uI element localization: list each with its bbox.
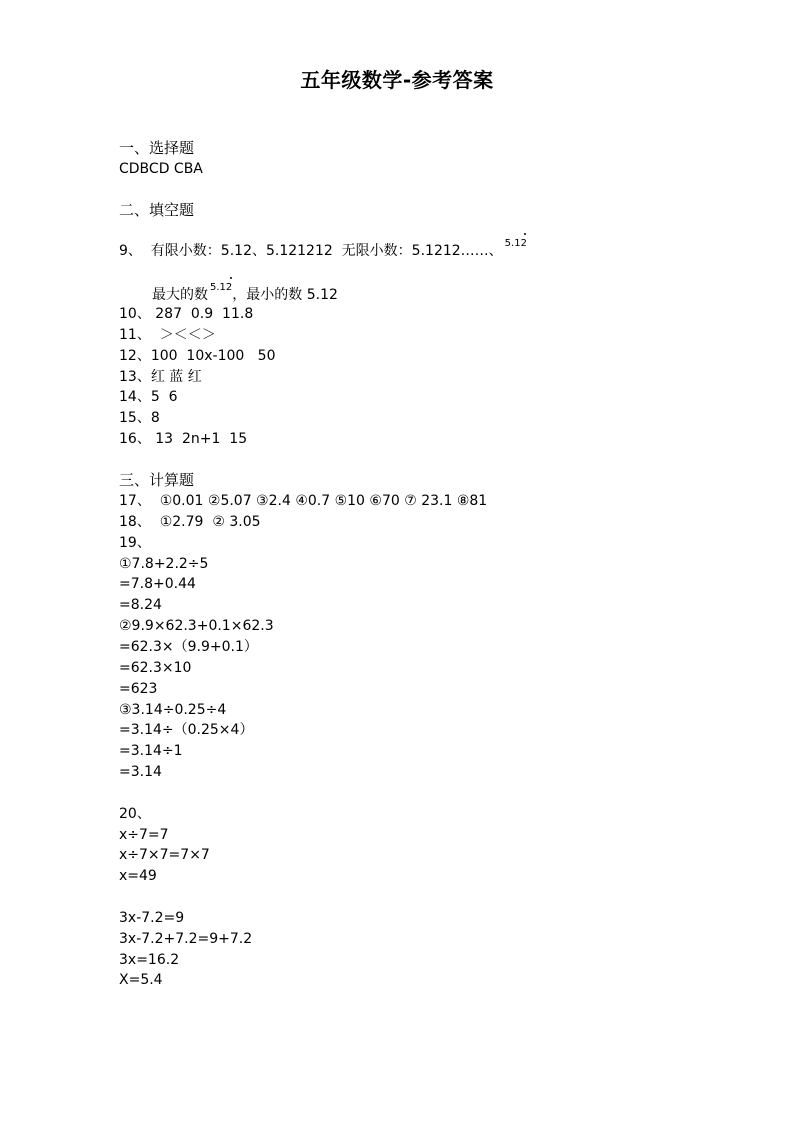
section-heading-calc: 三、计算题: [119, 471, 195, 489]
repeating-decimal-a: [505, 238, 527, 249]
answer-line-q14: 14、5 6: [119, 389, 178, 405]
calc-line: =62.3×10: [119, 660, 192, 676]
answer-line-q12: 12、100 10x-100 50: [119, 348, 276, 364]
equation-line: x÷7×7=7×7: [119, 847, 210, 863]
equation-line: x÷7=7: [119, 827, 169, 843]
equation-line: 3x=16.2: [119, 952, 180, 968]
q9-line1-text: 9、 有限小数：5.12、5.121212 无限小数：5.1212……、: [119, 243, 503, 259]
calc-line: =8.24: [119, 597, 162, 613]
answer-line-q11: 11、 ＞＜＜＞: [119, 327, 216, 343]
repeating-decimal-a-int: 5.1: [504, 238, 521, 249]
calc-line: ①7.8+2.2÷5: [119, 556, 209, 572]
calc-line: ②9.9×62.3+0.1×62.3: [119, 618, 274, 634]
answer-line-q16: 16、 13 2n+1 15: [119, 431, 248, 447]
page-title: 五年级数学-参考答案: [300, 68, 494, 92]
equation-line: 3x-7.2+7.2=9+7.2: [119, 931, 253, 947]
section-heading-fill: 二、填空题: [119, 201, 195, 219]
repeating-digit-dot: 2: [521, 234, 527, 254]
answer-line-q15: 15、8: [119, 410, 160, 426]
calc-line: 18、 ①2.79 ② 3.05: [119, 514, 261, 530]
answer-line-q9: [119, 234, 527, 259]
calc-line: 19、: [119, 535, 151, 551]
calc-line: =623: [119, 681, 158, 697]
calc-line: =7.8+0.44: [119, 576, 196, 592]
calc-line: =62.3×（9.9+0.1）: [119, 639, 258, 655]
calc-line: 17、 ①0.01 ②5.07 ③2.4 ④0.7 ⑤10 ⑥70 ⑦ 23.1 ⑧81: [119, 493, 488, 509]
answer-line-q9-2: [152, 278, 338, 303]
repeating-digit-dot: 2: [226, 278, 232, 298]
answer-line-q13: 13、红 蓝 红: [119, 369, 202, 385]
choice-answers: CDBCD CBA: [119, 161, 203, 177]
q9-line2-prefix: 最大的数: [152, 287, 208, 303]
equation-line: 3x-7.2=9: [119, 910, 185, 926]
calc-line: ③3.14÷0.25÷4: [119, 702, 227, 718]
repeating-decimal-b: [210, 282, 232, 293]
calc-line: =3.14÷1: [119, 743, 183, 759]
repeating-decimal-b-int: 5.1: [210, 282, 226, 293]
calc-line: =3.14÷（0.25×4）: [119, 722, 254, 738]
equation-line: 20、: [119, 806, 151, 822]
equation-line: X=5.4: [119, 972, 163, 988]
section-heading-choice: 一、选择题: [119, 139, 195, 157]
equation-line: x=49: [119, 868, 157, 884]
q9-line2-suffix: ，最小的数 5.12: [232, 287, 338, 303]
answer-line-q10: 10、 287 0.9 11.8: [119, 306, 254, 322]
calc-line: =3.14: [119, 764, 162, 780]
